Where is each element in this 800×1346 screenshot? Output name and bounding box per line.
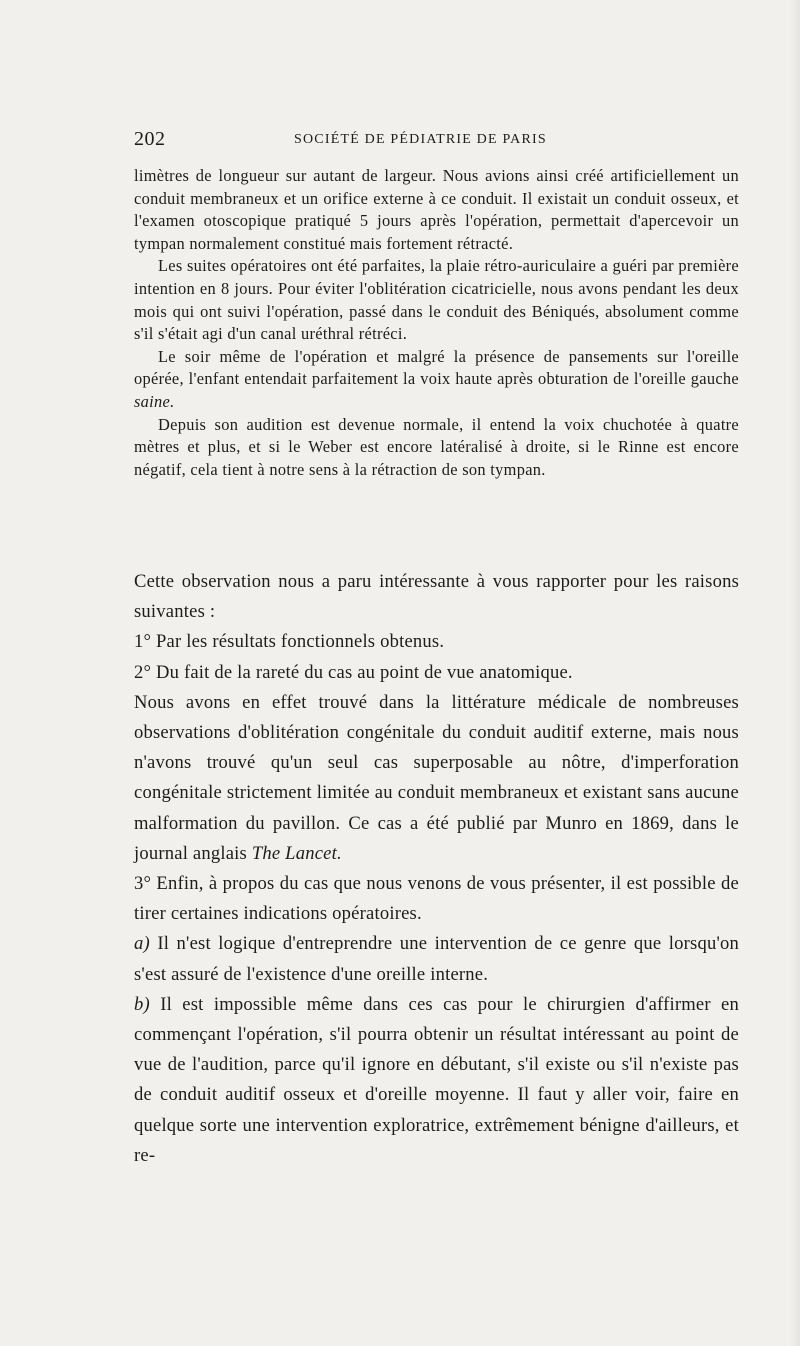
paragraph xyxy=(134,688,739,869)
paragraph: Les suites opératoires ont été parfaites, la plaie rétro-auriculaire a guéri par première intention en 8 jours. Pour éviter l'oblitération cicatricielle, nous avons pendant les deux mois qui ont suivi l'opération, passé dans le conduit des Béniqués, absolument comme s'il s'était agi d'un canal uréthral rétréci. xyxy=(134,256,739,344)
paragraph xyxy=(134,346,739,414)
paragraph-text: Nous avons en effet trouvé dans la littérature médicale de nombreuses observations d'oblitération congénitale du conduit auditif externe, mais nous n'avons trouvé qu'un seul cas superposable au nôtre, d'imperforation congénitale strictement limitée au conduit membraneux et existant sans aucune malformation du pavillon. Ce cas a été publié par Munro en 1869, dans le journal anglais xyxy=(134,691,739,864)
sub-item-text: Il est impossible même dans ces cas pour le chirurgien d'affirmer en commençant l'opération, s'il pourra obtenir un résultat intéressant au point de vue de l'audition, parce qu'il ignore en débutant, s'il existe ou s'il n'existe pas de conduit auditif osseux et d'oreille moyenne. Il faut y aller voir, faire en quelque sorte une intervention exploratrice, extrêmement bénigne d'ailleurs, et re- xyxy=(134,993,740,1166)
main-text-section xyxy=(134,567,739,1171)
paragraph: Cette observation nous a paru intéressante à vous rapporter pour les raisons suivantes : xyxy=(134,571,739,623)
list-item: 1° Par les résultats fonctionnels obtenus. xyxy=(134,631,445,653)
sub-item-label: a) xyxy=(134,933,150,955)
journal-title: The Lancet. xyxy=(251,842,342,864)
sub-item xyxy=(134,929,739,989)
paragraph: limètres de longueur sur autant de largeur. Nous avions ainsi créé artificiellement un conduit membraneux et un orifice externe à ce conduit. Il existait un conduit osseux, et l'examen otoscopique pratiqué 5 jours après l'opération, permettait d'apercevoir un tympan normalement constitué mais fortement rétracté. xyxy=(134,166,739,253)
sub-item xyxy=(134,990,739,1171)
scan-edge-shadow xyxy=(790,0,800,1346)
paragraph: Depuis son audition est devenue normale, il entend la voix chuchotée à quatre mètres et plus, et si le Weber est encore latéralisé à droite, si le Rinne est encore négatif, cela tient à notre sens à la rétraction de son tympan. xyxy=(134,414,739,479)
list-item: 3° Enfin, à propos du cas que nous venons de vous présenter, il est possible de tirer certaines indications opératoires. xyxy=(134,873,739,925)
list-item: 2° Du fait de la rareté du cas au point de vue anatomique. xyxy=(134,661,573,683)
paragraph-text: Le soir même de l'opération et malgré la présence de pansements sur l'oreille opérée, l'enfant entendait parfaitement la voix haute après obturation de l'oreille gauche xyxy=(134,346,739,389)
small-print-section xyxy=(134,165,739,481)
running-head: SOCIÉTÉ DE PÉDIATRIE DE PARIS xyxy=(294,132,547,147)
sub-item-label: b) xyxy=(134,993,150,1015)
page-header xyxy=(134,128,738,152)
page-number: 202 xyxy=(134,128,166,150)
sub-item-text: Il n'est logique d'entreprendre une intervention de ce genre que lorsqu'on s'est assuré de l'existence d'une oreille interne. xyxy=(134,933,739,985)
italic-word: saine. xyxy=(134,391,175,411)
